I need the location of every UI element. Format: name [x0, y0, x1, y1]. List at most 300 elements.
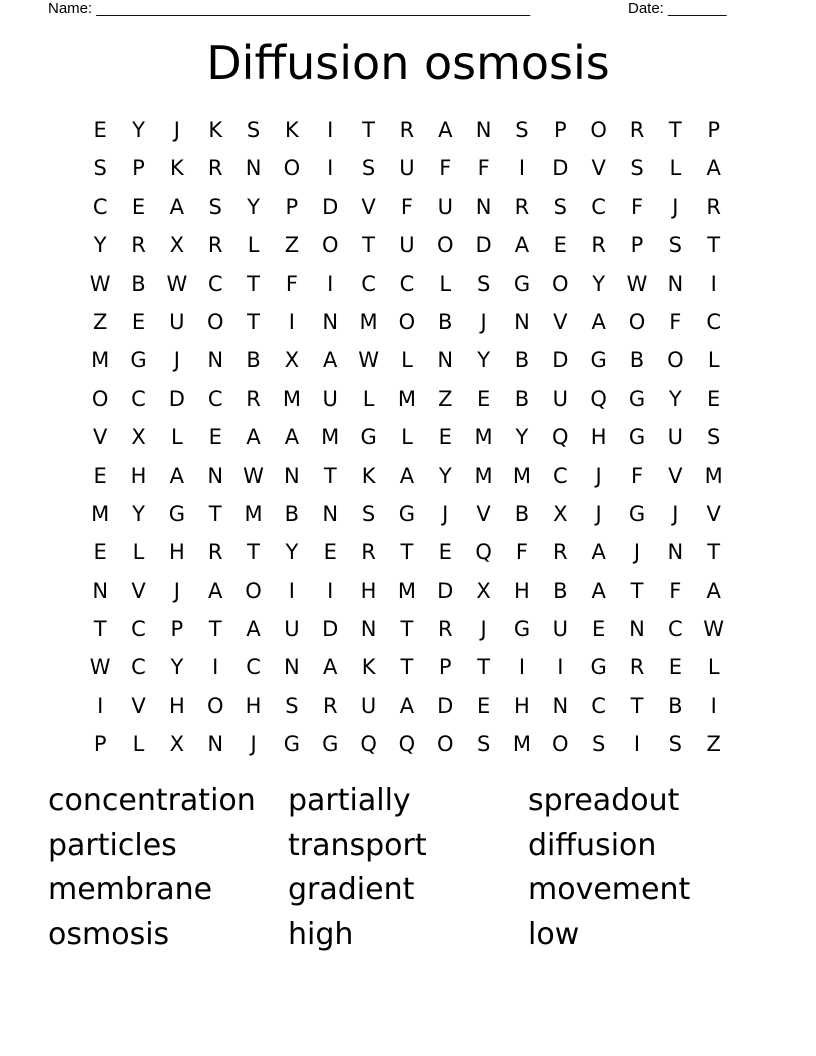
grid-letter: S — [285, 693, 299, 718]
grid-letter: N — [284, 463, 300, 488]
grid-letter: B — [629, 348, 645, 373]
date-field: Date: _______ — [628, 0, 727, 17]
word-list-item: concentration — [48, 783, 256, 818]
grid-letter: Q — [398, 732, 416, 757]
grid-letter: S — [707, 425, 721, 450]
grid-letter: Q — [552, 425, 569, 450]
grid-letter: L — [362, 386, 375, 411]
grid-letter: T — [630, 693, 644, 718]
grid-letter: U — [552, 617, 568, 642]
grid-letter: L — [247, 233, 260, 258]
grid-letter: T — [208, 501, 222, 526]
grid-letter: X — [169, 732, 185, 757]
word-list-item: gradient — [288, 872, 415, 908]
grid-letter: X — [169, 233, 185, 258]
grid-letter: C — [591, 693, 606, 718]
grid-letter: V — [131, 693, 146, 718]
word-list-item: transport — [288, 827, 427, 863]
grid-letter: S — [515, 118, 529, 142]
grid-letter: F — [515, 540, 528, 565]
word-list-item: membrane — [48, 872, 213, 908]
grid-letter: H — [130, 463, 147, 488]
grid-letter: N — [667, 271, 684, 296]
word-list-item: osmosis — [48, 917, 170, 953]
grid-letter: D — [322, 194, 339, 219]
grid-letter: O — [91, 386, 109, 411]
grid-letter: T — [707, 233, 721, 258]
grid-letter: Y — [515, 425, 529, 450]
grid-letter: G — [322, 732, 339, 757]
grid-letter: U — [169, 309, 185, 334]
grid-letter: T — [400, 617, 414, 642]
grid-letter: M — [397, 578, 416, 603]
grid-letter: S — [668, 233, 682, 258]
grid-letter: T — [247, 271, 260, 296]
word-list-item: high — [288, 917, 354, 953]
grid-letter: W — [89, 271, 111, 296]
grid-letter: J — [480, 309, 487, 334]
grid-letter: R — [629, 118, 645, 142]
grid-letter: T — [668, 118, 682, 142]
grid-letter: I — [327, 271, 334, 296]
grid-letter: L — [171, 425, 183, 450]
grid-letter: W — [243, 463, 264, 488]
grid-letter: O — [283, 156, 301, 181]
grid-letter: G — [628, 501, 646, 526]
grid-letter: V — [591, 156, 606, 181]
grid-row — [81, 188, 733, 226]
grid-letter: V — [706, 501, 721, 526]
grid-letter: N — [207, 348, 224, 373]
grid-letter: T — [477, 655, 491, 680]
grid-letter: G — [130, 348, 147, 373]
grid-letter: O — [667, 348, 684, 373]
grid-letter: U — [360, 693, 377, 718]
grid-row — [81, 111, 733, 149]
grid-letter: P — [438, 655, 452, 680]
grid-letter: C — [131, 655, 146, 680]
grid-letter: A — [323, 348, 338, 373]
page-title: Diffusion osmosis — [206, 36, 610, 90]
grid-letter: J — [173, 578, 180, 603]
grid-letter: H — [360, 578, 377, 603]
grid-letter: R — [553, 540, 568, 565]
grid-letter: A — [706, 156, 721, 181]
grid-letter: M — [474, 463, 493, 488]
grid-letter: T — [630, 578, 644, 603]
grid-letter: C — [207, 386, 223, 411]
grid-letter: T — [362, 118, 375, 142]
grid-letter: L — [707, 655, 720, 680]
grid-letter: B — [553, 578, 568, 603]
grid-letter: L — [707, 348, 720, 373]
grid-letter: R — [629, 655, 645, 680]
grid-letter: A — [246, 425, 261, 450]
grid-letter: S — [246, 118, 261, 142]
grid-letter: O — [245, 578, 262, 603]
grid-row — [81, 341, 733, 379]
grid-letter: E — [323, 540, 337, 565]
grid-letter: I — [518, 156, 526, 181]
grid-letter: P — [93, 732, 107, 757]
grid-letter: Z — [92, 309, 108, 334]
grid-letter: I — [633, 732, 641, 757]
grid-letter: M — [244, 501, 263, 526]
grid-letter: S — [553, 194, 567, 219]
grid-letter: O — [398, 309, 416, 334]
grid-letter: M — [474, 425, 493, 450]
grid-letter: L — [401, 348, 413, 373]
grid-letter: S — [208, 194, 222, 219]
grid-letter: C — [207, 271, 223, 296]
grid-letter: H — [514, 578, 530, 603]
grid-letter: Y — [132, 501, 145, 526]
grid-letter: R — [207, 233, 223, 258]
grid-letter: V — [553, 309, 568, 334]
grid-letter: R — [207, 540, 223, 565]
grid-letter: G — [628, 425, 646, 450]
grid-letter: Y — [132, 118, 145, 142]
grid-letter: N — [552, 693, 569, 718]
grid-letter: M — [91, 501, 110, 526]
grid-letter: F — [669, 578, 682, 603]
grid-row — [81, 149, 733, 187]
grid-letter: E — [93, 118, 107, 142]
grid-letter: L — [132, 540, 145, 565]
grid-letter: K — [361, 463, 376, 488]
grid-letter: Q — [360, 732, 377, 757]
grid-letter: E — [553, 233, 567, 258]
grid-letter: B — [131, 271, 146, 296]
grid-letter: I — [288, 578, 295, 603]
grid-letter: B — [668, 693, 683, 718]
grid-letter: O — [628, 309, 646, 334]
grid-letter: P — [630, 233, 644, 258]
grid-letter: Y — [592, 271, 606, 296]
grid-letter: A — [399, 463, 415, 488]
grid-letter: T — [93, 617, 107, 642]
grid-letter: C — [591, 194, 606, 219]
grid-letter: I — [327, 118, 334, 142]
grid-letter: Y — [438, 463, 452, 488]
grid-letter: G — [513, 271, 531, 296]
grid-letter: A — [284, 425, 300, 450]
grid-letter: O — [321, 233, 339, 258]
grid-letter: D — [552, 156, 569, 181]
grid-letter: V — [668, 463, 683, 488]
grid-row — [81, 687, 733, 725]
grid-row — [81, 418, 733, 456]
grid-letter: F — [630, 194, 644, 219]
word-list — [48, 779, 768, 958]
grid-letter: C — [131, 386, 146, 411]
grid-letter: T — [707, 540, 721, 565]
grid-letter: N — [514, 309, 530, 334]
grid-letter: D — [475, 233, 492, 258]
grid-letter: N — [322, 501, 339, 526]
grid-letter: J — [595, 463, 602, 488]
grid-letter: V — [131, 578, 146, 603]
grid-letter: S — [630, 156, 644, 181]
grid-letter: O — [437, 233, 454, 258]
grid-letter: Y — [170, 655, 184, 680]
grid-letter: M — [512, 463, 532, 488]
grid-letter: U — [667, 425, 684, 450]
word-list-item: movement — [528, 872, 691, 908]
grid-letter: W — [626, 271, 648, 296]
grid-letter: T — [208, 617, 222, 642]
grid-letter: W — [166, 271, 188, 296]
grid-letter: P — [170, 617, 184, 642]
grid-row — [81, 572, 733, 610]
grid-letter: E — [592, 617, 606, 642]
grid-letter: M — [91, 348, 110, 373]
grid-row — [81, 226, 733, 264]
grid-letter: N — [629, 617, 645, 642]
grid-letter: I — [212, 655, 219, 680]
letter-grid — [81, 111, 733, 764]
grid-letter: Q — [475, 540, 492, 565]
grid-letter: O — [552, 271, 569, 296]
grid-letter: I — [710, 271, 717, 296]
grid-letter: K — [285, 118, 299, 142]
grid-letter: D — [437, 693, 454, 718]
grid-letter: F — [630, 463, 644, 488]
grid-letter: V — [92, 425, 108, 450]
grid-letter: F — [400, 194, 413, 219]
grid-letter: U — [437, 194, 453, 219]
grid-letter: K — [361, 655, 376, 680]
grid-letter: Z — [706, 732, 721, 757]
grid-letter: T — [247, 540, 260, 565]
grid-letter: B — [284, 501, 300, 526]
grid-row — [81, 648, 733, 686]
grid-letter: S — [361, 156, 376, 181]
grid-letter: C — [399, 271, 415, 296]
grid-letter: J — [442, 501, 449, 526]
grid-letter: B — [438, 309, 453, 334]
grid-letter: N — [360, 617, 377, 642]
grid-letter: G — [590, 348, 607, 373]
grid-letter: Y — [285, 540, 299, 565]
grid-letter: G — [398, 501, 416, 526]
grid-letter: M — [359, 309, 378, 334]
grid-letter: X — [553, 501, 568, 526]
grid-letter: N — [284, 655, 300, 680]
grid-row — [81, 610, 733, 648]
grid-letter: P — [132, 156, 145, 181]
grid-letter: I — [518, 655, 526, 680]
grid-letter: J — [480, 617, 487, 642]
grid-letter: C — [92, 194, 108, 219]
word-list-item: low — [528, 917, 580, 953]
grid-letter: N — [207, 463, 224, 488]
grid-letter: J — [633, 540, 641, 565]
grid-letter: U — [399, 233, 415, 258]
grid-letter: A — [591, 309, 606, 334]
grid-letter: E — [131, 194, 146, 219]
grid-letter: G — [360, 425, 377, 450]
grid-letter: B — [514, 348, 530, 373]
grid-letter: F — [477, 156, 490, 181]
grid-letter: E — [707, 386, 721, 411]
grid-letter: H — [168, 540, 185, 565]
grid-letter: I — [288, 309, 295, 334]
grid-letter: E — [668, 655, 682, 680]
grid-letter: O — [437, 732, 454, 757]
name-field: Name: ____________________________________________________ — [48, 0, 531, 17]
grid-letter: M — [397, 386, 416, 411]
word-list-item: partially — [288, 783, 411, 818]
grid-letter: R — [437, 617, 453, 642]
grid-letter: R — [399, 118, 415, 142]
grid-letter: E — [476, 693, 491, 718]
grid-letter: F — [669, 309, 682, 334]
grid-letter: A — [706, 578, 721, 603]
grid-letter: B — [514, 501, 530, 526]
grid-letter: I — [710, 693, 717, 718]
grid-letter: C — [361, 271, 376, 296]
grid-letter: N — [667, 540, 684, 565]
grid-letter: D — [322, 617, 339, 642]
grid-letter: G — [283, 732, 301, 757]
grid-letter: J — [250, 732, 257, 757]
grid-letter: B — [246, 348, 261, 373]
grid-letter: G — [628, 386, 646, 411]
grid-letter: S — [361, 501, 376, 526]
word-list-item: particles — [48, 827, 177, 863]
grid-letter: C — [552, 463, 568, 488]
grid-letter: P — [553, 118, 567, 142]
grid-letter: O — [552, 732, 569, 757]
grid-letter: S — [668, 732, 682, 757]
grid-letter: E — [208, 425, 222, 450]
grid-letter: W — [89, 655, 111, 680]
grid-letter: C — [706, 309, 721, 334]
grid-row — [81, 265, 733, 303]
grid-letter: C — [246, 655, 261, 680]
grid-letter: Y — [93, 233, 107, 258]
grid-letter: N — [245, 156, 262, 181]
grid-letter: O — [590, 118, 607, 142]
grid-letter: T — [362, 233, 375, 258]
grid-letter: X — [284, 348, 300, 373]
grid-row — [81, 495, 733, 533]
grid-letter: E — [93, 463, 107, 488]
grid-letter: V — [476, 501, 491, 526]
grid-letter: L — [439, 271, 452, 296]
grid-letter: N — [475, 118, 492, 142]
grid-letter: R — [131, 233, 146, 258]
grid-letter: O — [206, 309, 224, 334]
grid-row — [81, 533, 733, 571]
grid-letter: T — [400, 540, 414, 565]
grid-letter: U — [399, 156, 415, 181]
grid-letter: A — [323, 655, 338, 680]
grid-letter: H — [168, 693, 185, 718]
grid-letter: J — [595, 501, 602, 526]
grid-letter: L — [132, 732, 145, 757]
grid-letter: E — [131, 309, 146, 334]
grid-row — [81, 380, 733, 418]
grid-letter: G — [590, 655, 607, 680]
grid-letter: E — [476, 386, 491, 411]
grid-letter: U — [552, 386, 568, 411]
grid-letter: S — [591, 732, 606, 757]
grid-letter: C — [667, 617, 683, 642]
grid-letter: R — [514, 194, 530, 219]
grid-letter: R — [322, 693, 338, 718]
grid-letter: A — [514, 233, 530, 258]
grid-letter: R — [706, 194, 721, 219]
grid-letter: N — [437, 348, 454, 373]
grid-letter: X — [476, 578, 491, 603]
grid-letter: E — [438, 540, 452, 565]
grid-letter: S — [476, 732, 491, 757]
grid-letter: Z — [284, 233, 300, 258]
grid-letter: H — [245, 693, 262, 718]
grid-letter: M — [704, 463, 723, 488]
grid-letter: Y — [668, 386, 682, 411]
grid-letter: I — [97, 693, 104, 718]
grid-row — [81, 457, 733, 495]
grid-letter: I — [327, 578, 334, 603]
grid-letter: H — [514, 693, 530, 718]
grid-row — [81, 725, 733, 763]
grid-letter: Z — [438, 386, 453, 411]
grid-letter: D — [552, 348, 569, 373]
grid-letter: C — [131, 617, 146, 642]
grid-letter: B — [514, 386, 530, 411]
grid-letter: J — [672, 194, 679, 219]
grid-letter: N — [475, 194, 492, 219]
grid-letter: A — [591, 540, 606, 565]
grid-letter: N — [207, 732, 224, 757]
grid-letter: H — [590, 425, 607, 450]
grid-letter: S — [476, 271, 491, 296]
grid-letter: E — [438, 425, 452, 450]
grid-letter: U — [284, 617, 300, 642]
grid-letter: R — [246, 386, 261, 411]
grid-letter: M — [282, 386, 301, 411]
grid-letter: F — [439, 156, 452, 181]
grid-letter: N — [322, 309, 339, 334]
grid-letter: A — [591, 578, 606, 603]
grid-letter: M — [512, 732, 532, 757]
grid-letter: Q — [590, 386, 607, 411]
grid-letter: P — [285, 194, 299, 219]
grid-letter: W — [703, 617, 725, 642]
grid-letter: S — [93, 156, 107, 181]
grid-letter: U — [322, 386, 338, 411]
grid-letter: Y — [247, 194, 260, 219]
grid-letter: D — [168, 386, 185, 411]
grid-letter: Y — [477, 348, 491, 373]
grid-letter: T — [247, 309, 260, 334]
grid-letter: P — [707, 118, 720, 142]
grid-letter: A — [438, 118, 453, 142]
grid-letter: J — [173, 348, 180, 373]
grid-letter: R — [591, 233, 606, 258]
grid-letter: I — [557, 655, 564, 680]
grid-letter: A — [208, 578, 223, 603]
grid-letter: T — [323, 463, 337, 488]
grid-letter: E — [93, 540, 107, 565]
grid-letter: R — [361, 540, 376, 565]
grid-letter: L — [669, 156, 682, 181]
grid-letter: T — [400, 655, 414, 680]
grid-letter: I — [327, 156, 334, 181]
